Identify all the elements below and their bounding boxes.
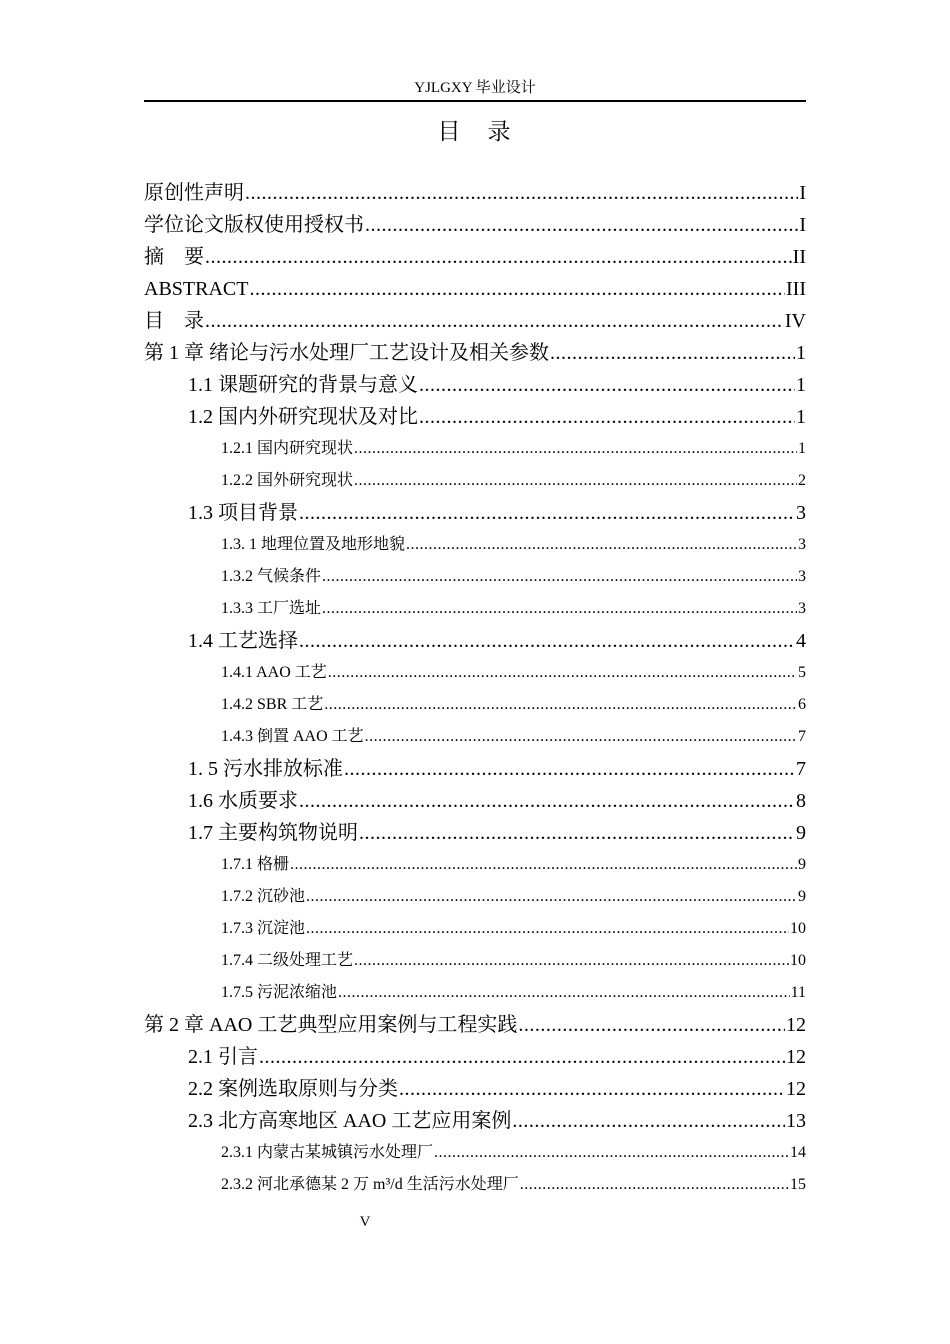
toc-dot-leader (322, 593, 797, 625)
toc-entry[interactable] (144, 401, 806, 433)
toc-entry[interactable] (144, 1105, 806, 1137)
toc-dot-leader (520, 1169, 789, 1201)
toc-entry-page: I (799, 214, 806, 236)
toc-entry-label: 1.7.4 二级处理工艺 (221, 952, 354, 969)
toc-entry[interactable] (144, 721, 806, 753)
toc-entry-label: ABSTRACT (144, 278, 249, 300)
toc-entry[interactable] (144, 305, 806, 337)
toc-dot-leader (518, 1009, 785, 1041)
toc-entry[interactable] (144, 177, 806, 209)
toc-dot-leader (354, 433, 797, 465)
toc-entry-label: 1.6 水质要求 (188, 790, 298, 812)
toc-entry-page: 11 (790, 984, 806, 1001)
toc-dot-leader (354, 945, 789, 977)
toc-entry[interactable] (144, 433, 806, 465)
toc-entry-page: 5 (798, 664, 806, 681)
toc-entry-label: 1.3.3 工厂选址 (221, 600, 322, 617)
toc-dot-leader (512, 1105, 785, 1137)
toc-dot-leader (338, 977, 790, 1009)
toc-entry-page: IV (784, 310, 806, 332)
toc-entry-label: 学位论文版权使用授权书 (144, 214, 364, 236)
toc-entry-page: 13 (786, 1110, 806, 1132)
toc-entry-page: 4 (796, 630, 806, 652)
toc-dot-leader (399, 1073, 785, 1105)
toc-dot-leader (306, 913, 789, 945)
toc-entry-page: 1 (796, 406, 806, 428)
toc-entry[interactable] (144, 657, 806, 689)
toc-entry-page: 12 (786, 1078, 806, 1100)
toc-dot-leader (245, 177, 798, 209)
toc-entry-label: 2.3 北方高寒地区 AAO 工艺应用案例 (188, 1110, 512, 1132)
toc-entry[interactable] (144, 465, 806, 497)
toc-entry-page: 1 (796, 342, 806, 364)
toc-entry-label: 1.3.2 气候条件 (221, 568, 322, 585)
toc-entry-page: 3 (798, 568, 806, 585)
toc-dot-leader (205, 305, 784, 337)
toc-entry-page: 10 (790, 920, 806, 937)
toc-entry[interactable] (144, 561, 806, 593)
toc-dot-leader (354, 465, 797, 497)
toc-dot-leader (299, 625, 795, 657)
toc-entry-page: 3 (798, 600, 806, 617)
toc-dot-leader (434, 1137, 789, 1169)
toc-entry-page: 3 (796, 502, 806, 524)
toc-dot-leader (406, 529, 797, 561)
toc-entry-label: 1.2 国内外研究现状及对比 (188, 406, 418, 428)
toc-dot-leader (290, 849, 797, 881)
toc-entry-label: 1.7.5 污泥浓缩池 (221, 984, 338, 1001)
toc-dot-leader (249, 273, 785, 305)
toc-entry-label: 1.4.1 AAO 工艺 (221, 664, 327, 681)
toc-entry-label: 1.7.1 格栅 (221, 856, 290, 873)
toc-entry-page: 9 (796, 822, 806, 844)
toc-entry-page: II (792, 246, 806, 268)
toc-entry[interactable] (144, 337, 806, 369)
toc-entry-page: 7 (798, 728, 806, 745)
toc-entry[interactable] (144, 241, 806, 273)
toc-dot-leader (259, 1041, 785, 1073)
toc-entry-page: 14 (790, 1144, 806, 1161)
toc-entry[interactable] (144, 1073, 806, 1105)
toc-entry-label: 目 录 (144, 310, 204, 332)
toc-entry[interactable] (144, 625, 806, 657)
toc-dot-leader (306, 881, 797, 913)
toc-entry[interactable] (144, 593, 806, 625)
toc-dot-leader (328, 657, 797, 689)
table-of-contents (144, 177, 806, 1201)
toc-entry[interactable] (144, 849, 806, 881)
toc-entry-label: 1.7.3 沉淀池 (221, 920, 306, 937)
toc-entry-page: 1 (796, 374, 806, 396)
toc-entry-label: 第 2 章 AAO 工艺典型应用案例与工程实践 (144, 1014, 518, 1036)
toc-dot-leader (322, 561, 797, 593)
toc-dot-leader (205, 241, 792, 273)
toc-entry[interactable] (144, 977, 806, 1009)
toc-entry-label: 1.3 项目背景 (188, 502, 298, 524)
toc-entry[interactable] (144, 881, 806, 913)
page-number: V (359, 1214, 371, 1230)
toc-entry-page: 15 (790, 1176, 806, 1193)
toc-entry[interactable] (144, 689, 806, 721)
toc-entry-page: 3 (798, 536, 806, 553)
toc-entry[interactable] (144, 497, 806, 529)
toc-entry-label: 1. 5 污水排放标准 (188, 758, 343, 780)
toc-entry-label: 1.4.3 倒置 AAO 工艺 (221, 728, 364, 745)
toc-dot-leader (550, 337, 795, 369)
toc-entry-label: 2.3.1 内蒙古某城镇污水处理厂 (221, 1144, 434, 1161)
toc-entry-page: 1 (798, 440, 806, 457)
toc-title: 目 录 (437, 119, 513, 144)
header-rule (144, 100, 806, 102)
toc-entry-label: 2.2 案例选取原则与分类 (188, 1078, 398, 1100)
toc-dot-leader (419, 369, 795, 401)
toc-dot-leader (324, 689, 797, 721)
toc-dot-leader (365, 721, 797, 753)
toc-entry[interactable] (144, 273, 806, 305)
toc-entry-label: 1.1 课题研究的背景与意义 (188, 374, 418, 396)
toc-entry-page: 7 (796, 758, 806, 780)
toc-entry-page: I (799, 182, 806, 204)
toc-entry-page: III (786, 278, 806, 300)
toc-entry-label: 2.3.2 河北承德某 2 万 m³/d 生活污水处理厂 (221, 1176, 519, 1193)
toc-entry-label: 1.7 主要构筑物说明 (188, 822, 358, 844)
toc-entry-label: 第 1 章 绪论与污水处理厂工艺设计及相关参数 (144, 342, 549, 364)
toc-entry-label: 2.1 引言 (188, 1046, 258, 1068)
toc-entry-page: 6 (798, 696, 806, 713)
toc-entry[interactable] (144, 913, 806, 945)
toc-entry-page: 2 (798, 472, 806, 489)
toc-dot-leader (299, 497, 795, 529)
toc-entry[interactable] (144, 753, 806, 785)
toc-dot-leader (419, 401, 795, 433)
toc-entry-page: 8 (796, 790, 806, 812)
toc-entry-label: 1.3. 1 地理位置及地形地貌 (221, 536, 406, 553)
toc-entry-page: 12 (786, 1046, 806, 1068)
toc-entry[interactable] (144, 1169, 806, 1201)
toc-entry-page: 9 (798, 856, 806, 873)
toc-entry-label: 原创性声明 (144, 182, 244, 204)
toc-entry[interactable] (144, 945, 806, 977)
toc-entry-page: 10 (790, 952, 806, 969)
toc-entry[interactable] (144, 817, 806, 849)
toc-entry-label: 1.7.2 沉砂池 (221, 888, 306, 905)
toc-entry-page: 9 (798, 888, 806, 905)
toc-entry[interactable] (144, 369, 806, 401)
toc-entry-label: 1.2.2 国外研究现状 (221, 472, 354, 489)
toc-dot-leader (299, 785, 795, 817)
toc-dot-leader (344, 753, 795, 785)
toc-entry-label: 摘 要 (144, 246, 204, 268)
toc-entry[interactable] (144, 1041, 806, 1073)
running-header: YJLGXY 毕业设计 (414, 80, 536, 96)
toc-dot-leader (365, 209, 798, 241)
toc-entry[interactable] (144, 785, 806, 817)
toc-entry-label: 1.2.1 国内研究现状 (221, 440, 354, 457)
toc-entry[interactable] (144, 209, 806, 241)
toc-entry[interactable] (144, 1009, 806, 1041)
toc-dot-leader (359, 817, 795, 849)
toc-entry-page: 12 (786, 1014, 806, 1036)
toc-entry[interactable] (144, 1137, 806, 1169)
toc-entry-label: 1.4 工艺选择 (188, 630, 298, 652)
toc-entry[interactable] (144, 529, 806, 561)
toc-entry-label: 1.4.2 SBR 工艺 (221, 696, 324, 713)
